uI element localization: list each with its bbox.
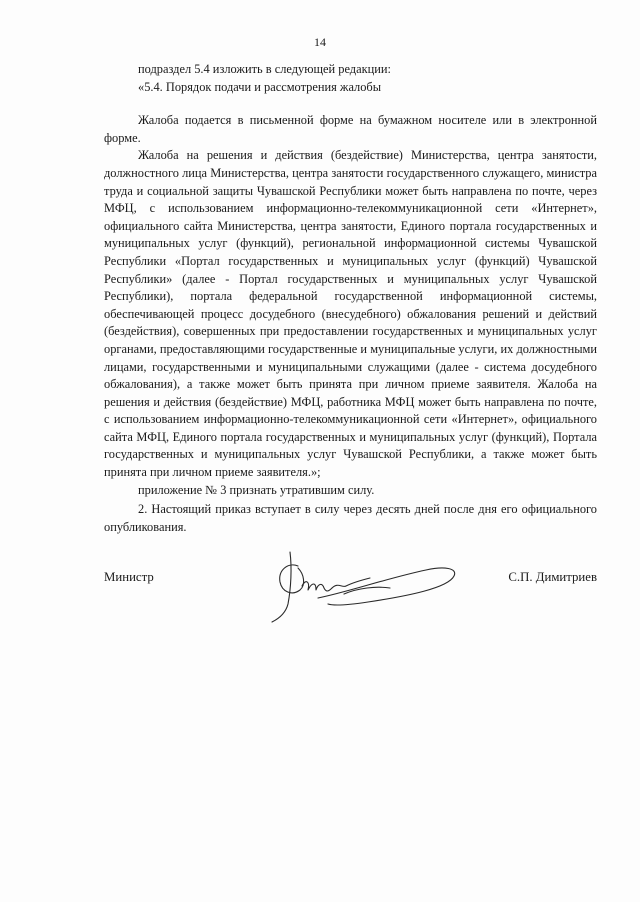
paragraph-subsection-intro: подраздел 5.4 изложить в следующей редакции: [138,62,391,76]
signatory-name: С.П. Димитриев [508,570,597,584]
page-number: 14 [314,35,326,49]
paragraph-section-heading: «5.4. Порядок подачи и рассмотрения жалобы [138,79,382,94]
paragraph-annex-repeal: приложение № 3 признать утратившим силу. [138,482,375,497]
signatory-title: Министр [104,570,154,584]
paragraph-complaint-channels: Жалоба на решения и действия (бездействие) Министерства, центра занятости, должностного лица Министерства, центра занятости государственного служащего, министра труда и социальной защиты Чувашской Республики может быть направлена по почте, через МФЦ, с использованием информационно-телекоммуникационной сети «Интернет», официального сайта Министерства, центра занятости, Единого портала государственных и муниципальных услуг (функций), региональной информационной системы Чувашской Республики «Портал государственных и муниципальных услуг (функций) Чувашской Республики» (далее - Портал государственных и муниципальных услуг Чувашской Республики), портала федеральной государственной информационной системы, обеспечивающей процесс досудебного (внесудебного) обжалования решений и действий (бездействия), совершенных при предоставлении государственных и муниципальных услуг органами, предоставляющими государственные и муниципальные услуги, их должностными лицами, государственными и муниципальными служащими (далее - система досудебного обжалования), а также может быть принята при личном приеме заявителя. Жалоба на решения и действия (бездействие) МФЦ, работника МФЦ может быть направлена по почте, с использованием информационно-телекоммуникационной сети «Интернет», официального сайта МФЦ, Единого портала государственных и муниципальных услуг (функций), Портала государственных и муниципальных услуг Чувашской Республики, а также может быть принята при личном приеме заявителя.»; [104,148,597,480]
paragraph-entry-into-force: 2. Настоящий приказ вступает в силу через десять дней после дня его официального опубликования. [104,502,597,534]
document-body [104,61,597,536]
signature-block [104,570,597,590]
paragraph-complaint-form: Жалоба подается в письменной форме на бумажном носителе или в электронной форме. [104,113,597,145]
